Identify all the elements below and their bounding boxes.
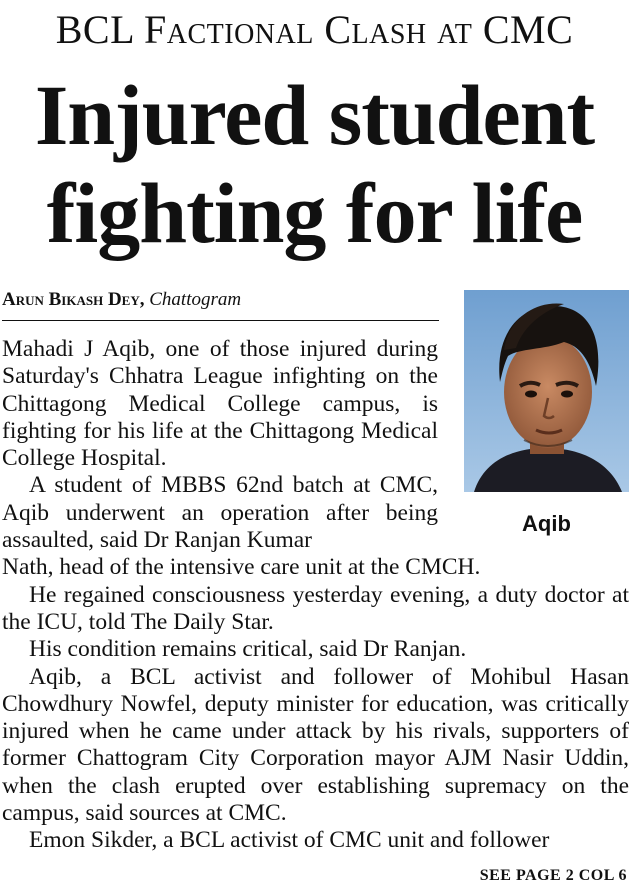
article-body <box>2 336 629 855</box>
paragraph-4: His condition remains critical, said Dr Ranjan. <box>29 636 467 663</box>
byline-divider <box>2 320 439 321</box>
paragraph-2: A student of MBBS 62nd batch at CMC, Aqib underwent an operation after being assaulted, said Dr Ranjan Kumar <box>2 472 438 554</box>
paragraph-2-continued: Nath, head of the intensive care unit at the CMCH. <box>2 554 481 581</box>
paragraph-3: He regained consciousness yesterday evening, a duty doctor at the ICU, told The Daily Star. <box>2 581 629 635</box>
byline-location: Chattogram <box>149 289 242 310</box>
headline <box>0 66 629 262</box>
paragraph-6: Emon Sikder, a BCL activist of CMC unit and follower <box>29 827 550 854</box>
photo-caption: Aqib <box>522 511 571 536</box>
headline-line-1: Injured student <box>34 67 595 163</box>
paragraph-5: Aqib, a BCL activist and follower of Mohibul Hasan Chowdhury Nowfel, deputy minister for education, was critically injured when he came under attack by his rivals, supporters of former Chattogram City Corporation mayor AJM Nasir Uddin, when the clash erupted over establishing supremacy on the campus, said sources at CMC. <box>2 663 629 827</box>
byline-author: Arun Bikash Dey, <box>2 289 145 310</box>
continued-jump-line[interactable]: SEE PAGE 2 COL 6 <box>479 867 627 884</box>
kicker-headline: BCL Factional Clash at CMC <box>55 7 574 52</box>
paragraph-1: Mahadi J Aqib, one of those injured during Saturday's Chhatra League infighting on the Chittagong Medical College campus, is fighting for his life at the Chittagong Medical College Hospital. <box>2 336 438 472</box>
byline <box>2 288 438 312</box>
headline-line-2: fighting for life <box>46 165 583 261</box>
